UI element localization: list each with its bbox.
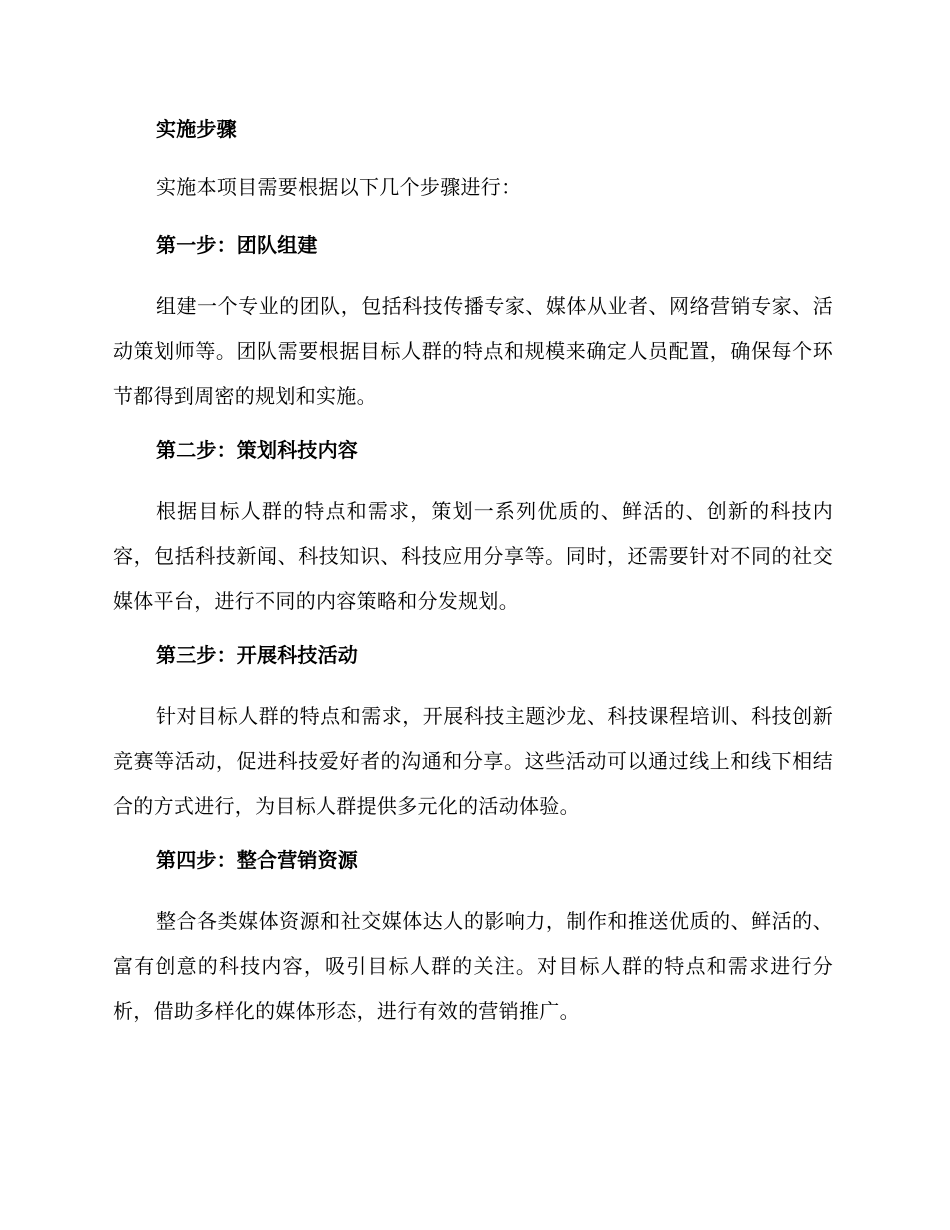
step-1-body: 组建一个专业的团队，包括科技传播专家、媒体从业者、网络营销专家、活动策划师等。团队需要根据目标人群的特点和规模来确定人员配置，确保每个环节都得到周密的规划和实施。 bbox=[113, 294, 833, 408]
step-2-body: 根据目标人群的特点和需求，策划一系列优质的、鲜活的、创新的科技内容，包括科技新闻、科技知识、科技应用分享等。同时，还需要针对不同的社交媒体平台，进行不同的内容策略和分发规划。 bbox=[113, 499, 833, 613]
step-4-heading: 第四步：整合营销资源 bbox=[156, 848, 358, 872]
step-3-heading: 第三步：开展科技活动 bbox=[156, 643, 358, 667]
step-3-body: 针对目标人群的特点和需求，开展科技主题沙龙、科技课程培训、科技创新竞赛等活动，促进科技爱好者的沟通和分享。这些活动可以通过线上和线下相结合的方式进行，为目标人群提供多元化的活动体验。 bbox=[113, 704, 833, 818]
step-2-heading: 第二步：策划科技内容 bbox=[156, 438, 358, 462]
step-4-body: 整合各类媒体资源和社交媒体达人的影响力，制作和推送优质的、鲜活的、富有创意的科技内容，吸引目标人群的关注。对目标人群的特点和需求进行分析，借助多样化的媒体形态，进行有效的营销推广。 bbox=[113, 909, 833, 1023]
section-title: 实施步骤 bbox=[156, 117, 237, 141]
intro-paragraph: 实施本项目需要根据以下几个步骤进行： bbox=[156, 175, 522, 199]
document-content bbox=[113, 112, 833, 1034]
step-1-heading: 第一步：团队组建 bbox=[156, 233, 318, 257]
